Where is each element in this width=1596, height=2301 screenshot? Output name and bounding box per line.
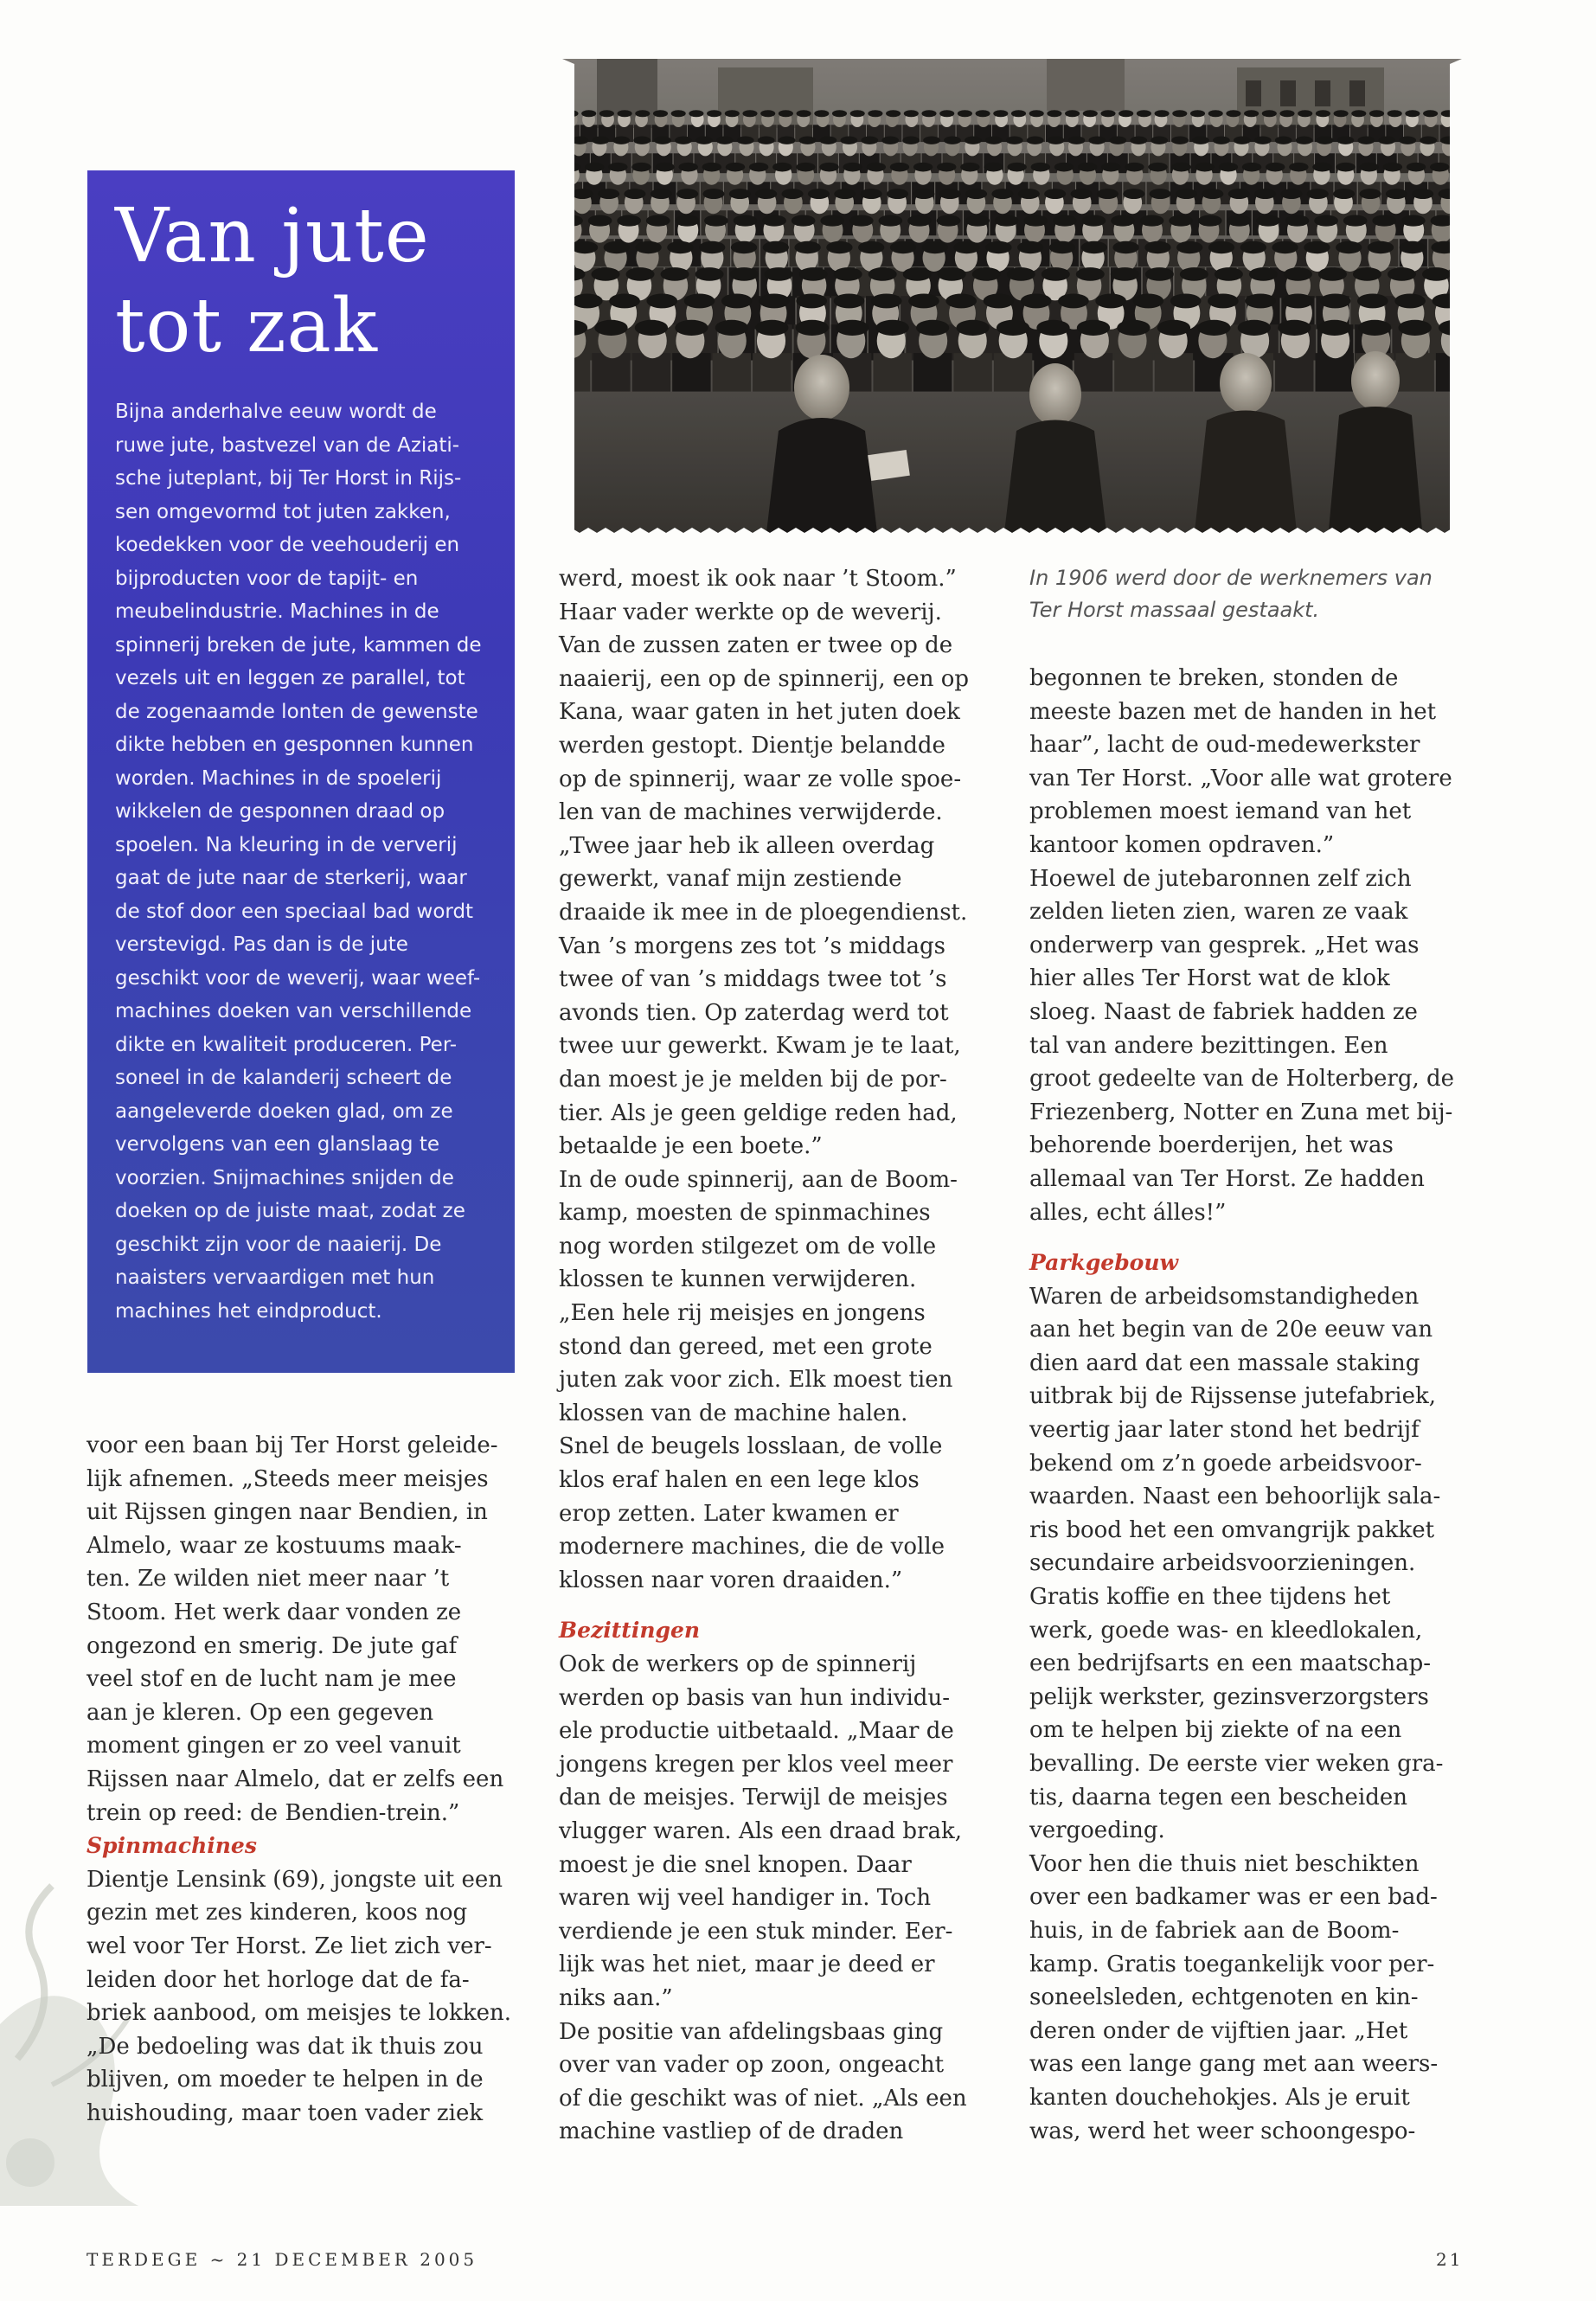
text-line: Gratis koffie en thee tijdens het — [1029, 1584, 1391, 1611]
text-line: veel stof en de lucht nam je mee — [87, 1666, 457, 1693]
text-line: Friezenberg, Notter en Zuna met bij- — [1029, 1099, 1453, 1125]
text-line: ongezond en smerig. De jute gaf — [87, 1632, 458, 1659]
intro-line: machines doeken van verschillende — [115, 1000, 472, 1022]
text-line: allemaal van Ter Horst. Ze hadden — [1029, 1165, 1425, 1192]
text-line: begonnen te breken, stonden de — [1029, 665, 1399, 691]
text-line: klossen te kunnen verwijderen. — [559, 1266, 917, 1293]
intro-line: aangeleverde doeken glad, om ze — [115, 1099, 453, 1123]
text-line: aan je kleren. Op een gegeven — [87, 1699, 434, 1726]
text-line: of die geschikt was of niet. „Als een — [559, 2085, 967, 2112]
text-line: werk, goede was- en kleedlokalen, — [1029, 1617, 1423, 1644]
text-line: „Een hele rij meisjes en jongens — [559, 1300, 926, 1327]
intro-line: dikte en kwaliteit produceren. Per- — [115, 1033, 458, 1056]
text-line: juten zak voor zich. Elk moest tien — [559, 1367, 953, 1394]
text-line: gezin met zes kinderen, koos nog — [87, 1900, 468, 1926]
text-line: Haar vader werkte op de weverij. — [559, 599, 942, 625]
title-line: tot zak — [115, 283, 378, 369]
text-line: klossen naar voren draaiden.” — [559, 1567, 903, 1593]
text-line: len van de machines verwijderde. — [559, 799, 943, 826]
intro-line: vezels uit en leggen ze parallel, tot — [115, 667, 465, 689]
text-line: meeste bazen met de handen in het — [1029, 698, 1437, 725]
text-line: leiden door het horloge dat de fa- — [87, 1966, 470, 1993]
paragraph — [559, 562, 1000, 1597]
title-line: Van jute — [115, 193, 430, 279]
text-line: op de spinnerij, waar ze volle spoe- — [559, 766, 962, 792]
text-line: gewerkt, vanaf mijn zestiende — [559, 866, 902, 893]
text-line: van Ter Horst. „Voor alle wat grotere — [1029, 765, 1452, 792]
intro-line: de stof door een speciaal bad wordt — [115, 900, 474, 923]
text-line: was, werd het weer schoongespo- — [1029, 2118, 1416, 2144]
text-line: modernere machines, die de volle — [559, 1534, 945, 1561]
text-line: stond dan gereed, met een grote — [559, 1333, 933, 1360]
text-line: veertig jaar later stond het bedrijf — [1029, 1417, 1420, 1444]
text-line: problemen moest iemand van het — [1029, 798, 1412, 825]
text-line: lijk afnemen. „Steeds meer meisjes — [87, 1465, 489, 1492]
text-line: Waren de arbeidsomstandigheden — [1029, 1283, 1420, 1310]
section-heading-bezittingen: Bezittingen — [559, 1618, 701, 1644]
text-line: lijk was het niet, maar je deed er — [559, 1952, 935, 1978]
paragraph — [559, 1648, 1000, 2149]
text-line: Van de zussen zaten er twee op de — [559, 632, 953, 659]
text-line: werden op basis van hun individu- — [559, 1684, 950, 1711]
article-title — [115, 191, 492, 371]
text-line: wel voor Ter Horst. Ze liet zich ver- — [87, 1932, 492, 1959]
text-line: waarden. Naast een behoorlijk sala- — [1029, 1484, 1441, 1510]
text-line: machine vastliep of de draden — [559, 2118, 904, 2145]
paragraph — [87, 1429, 536, 1830]
section-heading-spinmachines: Spinmachines — [87, 1833, 257, 1859]
text-line: kamp, moesten de spinmachines — [559, 1200, 931, 1227]
text-line: betaalde je een boete.” — [559, 1133, 823, 1160]
text-line: uit Rijssen gingen naar Bendien, in — [87, 1499, 488, 1526]
intro-line: naaisters vervaardigen met hun — [115, 1266, 435, 1289]
text-line: blijven, om moeder te helpen in de — [87, 2067, 484, 2093]
section-heading-parkgebouw: Parkgebouw — [1029, 1250, 1179, 1276]
text-line: trein op reed: de Bendien-trein.” — [87, 1799, 460, 1826]
text-line: briek aanbood, om meisjes te lokken. — [87, 2000, 511, 2027]
text-line: avonds tien. Op zaterdag werd tot — [559, 999, 949, 1026]
intro-line: sche juteplant, bij Ter Horst in Rijs- — [115, 467, 462, 490]
intro-line: spinnerij breken de jute, kammen de — [115, 633, 482, 657]
intro-line: geschikt voor de weverij, waar weef- — [115, 966, 481, 990]
caption-line: Ter Horst massaal gestaakt. — [1029, 598, 1320, 622]
text-line: werden gestopt. Dientje belandde — [559, 732, 945, 759]
text-line: ele productie uitbetaald. „Maar de — [559, 1718, 954, 1745]
text-line: Voor hen die thuis niet beschikten — [1029, 1850, 1420, 1877]
paragraph — [1029, 1280, 1479, 2148]
intro-line: dikte hebben en gesponnen kunnen — [115, 734, 474, 756]
text-line: „De bedoeling was dat ik thuis zou — [87, 2033, 484, 2060]
intro-line: ruwe jute, bastvezel van de Aziati- — [115, 433, 460, 457]
intro-line: vervolgens van een glanslaag te — [115, 1133, 439, 1156]
text-line: tal van andere bezittingen. Een — [1029, 1032, 1388, 1059]
text-line: vergoeding. — [1029, 1817, 1165, 1844]
footer-publication: TERDEGE ~ 21 DECEMBER 2005 — [87, 2249, 478, 2270]
text-line: deren onder de vijftien jaar. „Het — [1029, 2017, 1408, 2044]
intro-line: meubelindustrie. Machines in de — [115, 600, 439, 623]
text-line: ten. Ze wilden niet meer naar ’t — [87, 1566, 450, 1593]
text-line: De positie van afdelingsbaas ging — [559, 2018, 944, 2045]
text-line: werd, moest ik ook naar ’t Stoom.” — [559, 566, 957, 592]
text-line: draaide ik mee in de ploegendienst. — [559, 899, 968, 926]
intro-line: gaat de jute naar de sterkerij, waar — [115, 867, 467, 889]
intro-line: voorzien. Snijmachines snijden de — [115, 1166, 454, 1189]
text-line: tis, daarna tegen een bescheiden — [1029, 1784, 1408, 1811]
text-line: over van vader op zoon, ongeacht — [559, 2052, 945, 2079]
text-line: Ook de werkers op de spinnerij — [559, 1651, 917, 1677]
text-line: moment gingen er zo veel vanuit — [87, 1733, 461, 1759]
intro-line: machines het eindproduct. — [115, 1299, 382, 1323]
column-1 — [87, 1429, 536, 2130]
text-line: hier alles Ter Horst wat de klok — [1029, 965, 1390, 992]
text-line: sloeg. Naast de fabriek hadden ze — [1029, 998, 1418, 1025]
intro-line: soneel in de kalanderij scheert de — [115, 1067, 452, 1089]
text-line: jongens kregen per klos veel meer — [559, 1751, 953, 1778]
intro-line: spoelen. Na kleuring in de ververij — [115, 833, 458, 856]
text-line: kantoor komen opdraven.” — [1029, 831, 1335, 858]
text-line: groot gedeelte van de Holterberg, de — [1029, 1066, 1455, 1093]
text-line: alles, echt álles!” — [1029, 1199, 1227, 1226]
text-line: huis, in de fabriek aan de Boom- — [1029, 1917, 1400, 1944]
column-3 — [1029, 662, 1479, 2148]
text-line: onderwerp van gesprek. „Het was — [1029, 932, 1420, 958]
text-line: aan het begin van de 20e eeuw van — [1029, 1317, 1433, 1343]
text-line: huishouding, maar toen vader ziek — [87, 2099, 484, 2126]
text-line: bevalling. De eerste vier weken gra- — [1029, 1751, 1444, 1777]
text-line: soneelsleden, echtgenoten en kin- — [1029, 1984, 1419, 2011]
text-line: Stoom. Het werk daar vonden ze — [87, 1599, 462, 1625]
text-line: voor een baan bij Ter Horst geleide- — [87, 1433, 498, 1458]
text-line: haar”, lacht de oud-medewerkster — [1029, 732, 1420, 759]
text-line: „Twee jaar heb ik alleen overdag — [559, 832, 935, 859]
text-line: Hoewel de jutebaronnen zelf zich — [1029, 865, 1412, 892]
text-line: kanten douchehokjes. Als je eruit — [1029, 2084, 1410, 2111]
intro-line: koedekken voor de veehouderij en — [115, 534, 460, 556]
text-line: waren wij veel handiger in. Toch — [559, 1885, 932, 1912]
text-line: om te helpen bij ziekte of na een — [1029, 1717, 1402, 1744]
text-line: ris bood het een omvangrijk pakket — [1029, 1516, 1435, 1543]
photo-caption — [1029, 562, 1479, 626]
text-line: Rijssen naar Almelo, dat er zelfs een — [87, 1766, 504, 1792]
text-line: twee uur gewerkt. Kwam je te laat, — [559, 1033, 961, 1060]
text-line: verdiende je een stuk minder. Eer- — [559, 1918, 953, 1945]
text-line: secundaire arbeidsvoorzieningen. — [1029, 1550, 1416, 1577]
crowd-photo-image — [562, 59, 1462, 540]
intro-line: verstevigd. Pas dan is de jute — [115, 933, 408, 956]
title-box — [87, 170, 515, 1373]
intro-line: sen omgevormd tot juten zakken, — [115, 500, 451, 523]
text-line: Van ’s morgens zes tot ’s middags — [559, 933, 946, 959]
text-line: dien aard dat een massale staking — [1029, 1349, 1420, 1376]
intro-line: worden. Machines in de spoelerij — [115, 766, 442, 790]
intro-text — [115, 395, 492, 1328]
text-line: Kana, waar gaten in het juten doek — [559, 699, 960, 726]
text-line: vlugger waren. Als een draad brak, — [559, 1817, 963, 1844]
intro-line: doeken op de juiste maat, zodat ze — [115, 1200, 465, 1222]
text-line: kamp. Gratis toegankelijk voor per- — [1029, 1951, 1435, 1977]
text-line: over een badkamer was er een bad- — [1029, 1884, 1438, 1911]
text-line: klossen van de machine halen. — [559, 1400, 908, 1426]
text-line: dan de meisjes. Terwijl de meisjes — [559, 1785, 948, 1811]
intro-line: bijproducten voor de tapijt- en — [115, 567, 419, 590]
intro-line: geschikt zijn voor de naaierij. De — [115, 1233, 442, 1256]
text-line: Almelo, waar ze kostuums maak- — [87, 1532, 462, 1559]
column-2 — [559, 562, 1000, 2149]
intro-line: de zogenaamde lonten de gewenste — [115, 700, 478, 723]
intro-line: Bijna anderhalve eeuw wordt de — [115, 401, 437, 423]
caption-line: In 1906 werd door de werknemers van — [1029, 566, 1433, 590]
text-line: zelden lieten zien, waren ze vaak — [1029, 899, 1408, 926]
text-line: klos eraf halen en een lege klos — [559, 1467, 920, 1494]
text-line: moest je die snel knopen. Daar — [559, 1851, 912, 1878]
text-line: uitbrak bij de Rijssense jutefabriek, — [1029, 1383, 1437, 1410]
text-line: In de oude spinnerij, aan de Boom- — [559, 1166, 958, 1193]
strike-photo — [562, 59, 1462, 540]
text-line: naaierij, een op de spinnerij, een op — [559, 665, 970, 692]
page-number: 21 — [1436, 2249, 1464, 2270]
text-line: bekend om z’n goede arbeidsvoor- — [1029, 1450, 1422, 1477]
text-line: nog worden stilgezet om de volle — [559, 1233, 937, 1259]
text-line: Dientje Lensink (69), jongste uit een — [87, 1866, 503, 1893]
text-line: Snel de beugels losslaan, de volle — [559, 1433, 943, 1460]
text-line: twee of van ’s middags twee tot ’s — [559, 966, 947, 993]
intro-line: wikkelen de gesponnen draad op — [115, 800, 445, 823]
text-line: een bedrijfsarts en een maatschap- — [1029, 1650, 1432, 1677]
text-line: pelijk werkster, gezinsverzorgsters — [1029, 1683, 1429, 1710]
text-line: behorende boerderijen, het was — [1029, 1132, 1394, 1159]
text-line: dan moest je je melden bij de por- — [559, 1066, 947, 1093]
paragraph — [1029, 662, 1479, 1229]
paragraph — [87, 1863, 536, 2131]
text-line: tier. Als je geen geldige reden had, — [559, 1099, 958, 1126]
text-line: niks aan.” — [559, 1984, 673, 2011]
text-line: was een lange gang met aan weers- — [1029, 2051, 1439, 2078]
text-line: erop zetten. Later kwamen er — [559, 1500, 899, 1527]
